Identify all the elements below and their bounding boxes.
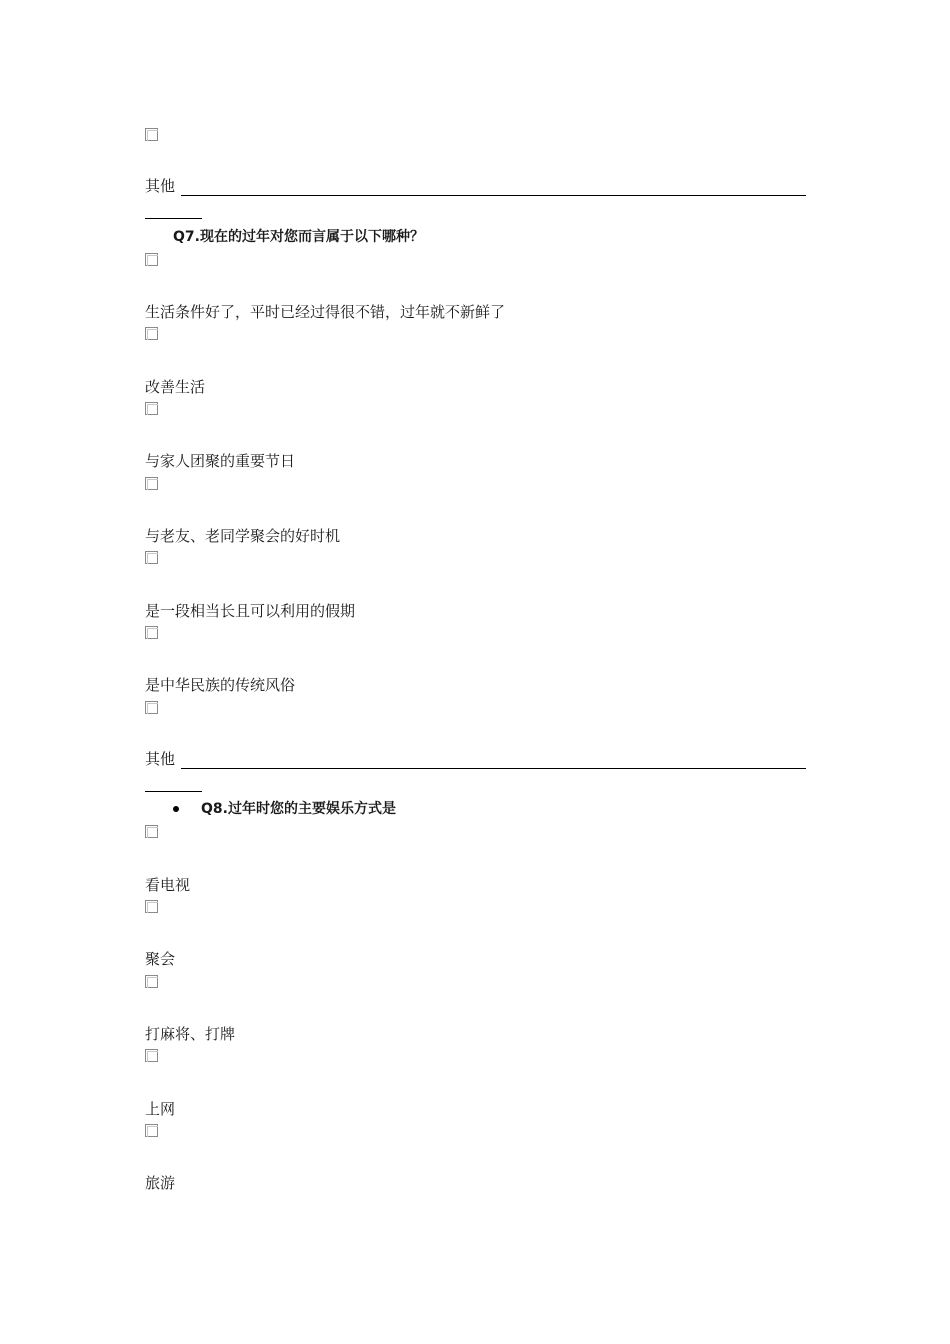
- option-label: 是一段相当长且可以利用的假期: [145, 602, 356, 620]
- option-label-q6-other: 其他: [145, 177, 176, 195]
- option-label: 看电视: [145, 876, 191, 894]
- checkbox-q7-option-6[interactable]: [145, 626, 158, 639]
- bullet-icon: [173, 806, 179, 812]
- checkbox-q7-option-4[interactable]: [145, 477, 158, 490]
- fill-in-line[interactable]: [181, 749, 806, 769]
- option-label: 聚会: [145, 950, 176, 968]
- checkbox-q7-option-1[interactable]: [145, 253, 158, 266]
- checkbox-q8-option-1[interactable]: [145, 825, 158, 838]
- option-label: 与老友、老同学聚会的好时机: [145, 527, 341, 545]
- option-label: 生活条件好了，平时已经过得很不错，过年就不新鲜了: [145, 303, 506, 321]
- option-label: 打麻将、打牌: [145, 1025, 236, 1043]
- fill-in-line[interactable]: [181, 176, 806, 196]
- checkbox-q7-option-3[interactable]: [145, 402, 158, 415]
- checkbox-q8-option-5[interactable]: [145, 1124, 158, 1137]
- checkbox-q7-option-5[interactable]: [145, 551, 158, 564]
- checkbox-q8-option-4[interactable]: [145, 1049, 158, 1062]
- checkbox-q8-option-2[interactable]: [145, 900, 158, 913]
- question-title-q7: Q7.现在的过年对您而言属于以下哪种？: [173, 229, 424, 245]
- option-label: 是中华民族的传统风俗: [145, 676, 296, 694]
- option-label: 旅游: [145, 1174, 176, 1192]
- option-label: 其他: [145, 750, 176, 768]
- option-label: 与家人团聚的重要节日: [145, 452, 296, 470]
- option-label: 改善生活: [145, 378, 206, 396]
- checkbox-q6-other[interactable]: [145, 128, 158, 141]
- checkbox-q8-option-3[interactable]: [145, 975, 158, 988]
- checkbox-q7-option-7[interactable]: [145, 701, 158, 714]
- fill-in-line-continued: [145, 198, 202, 219]
- fill-in-line-continued: [145, 771, 202, 792]
- question-title-q8: Q8.过年时您的主要娱乐方式是: [201, 801, 396, 817]
- option-label: 上网: [145, 1100, 176, 1118]
- checkbox-q7-option-2[interactable]: [145, 327, 158, 340]
